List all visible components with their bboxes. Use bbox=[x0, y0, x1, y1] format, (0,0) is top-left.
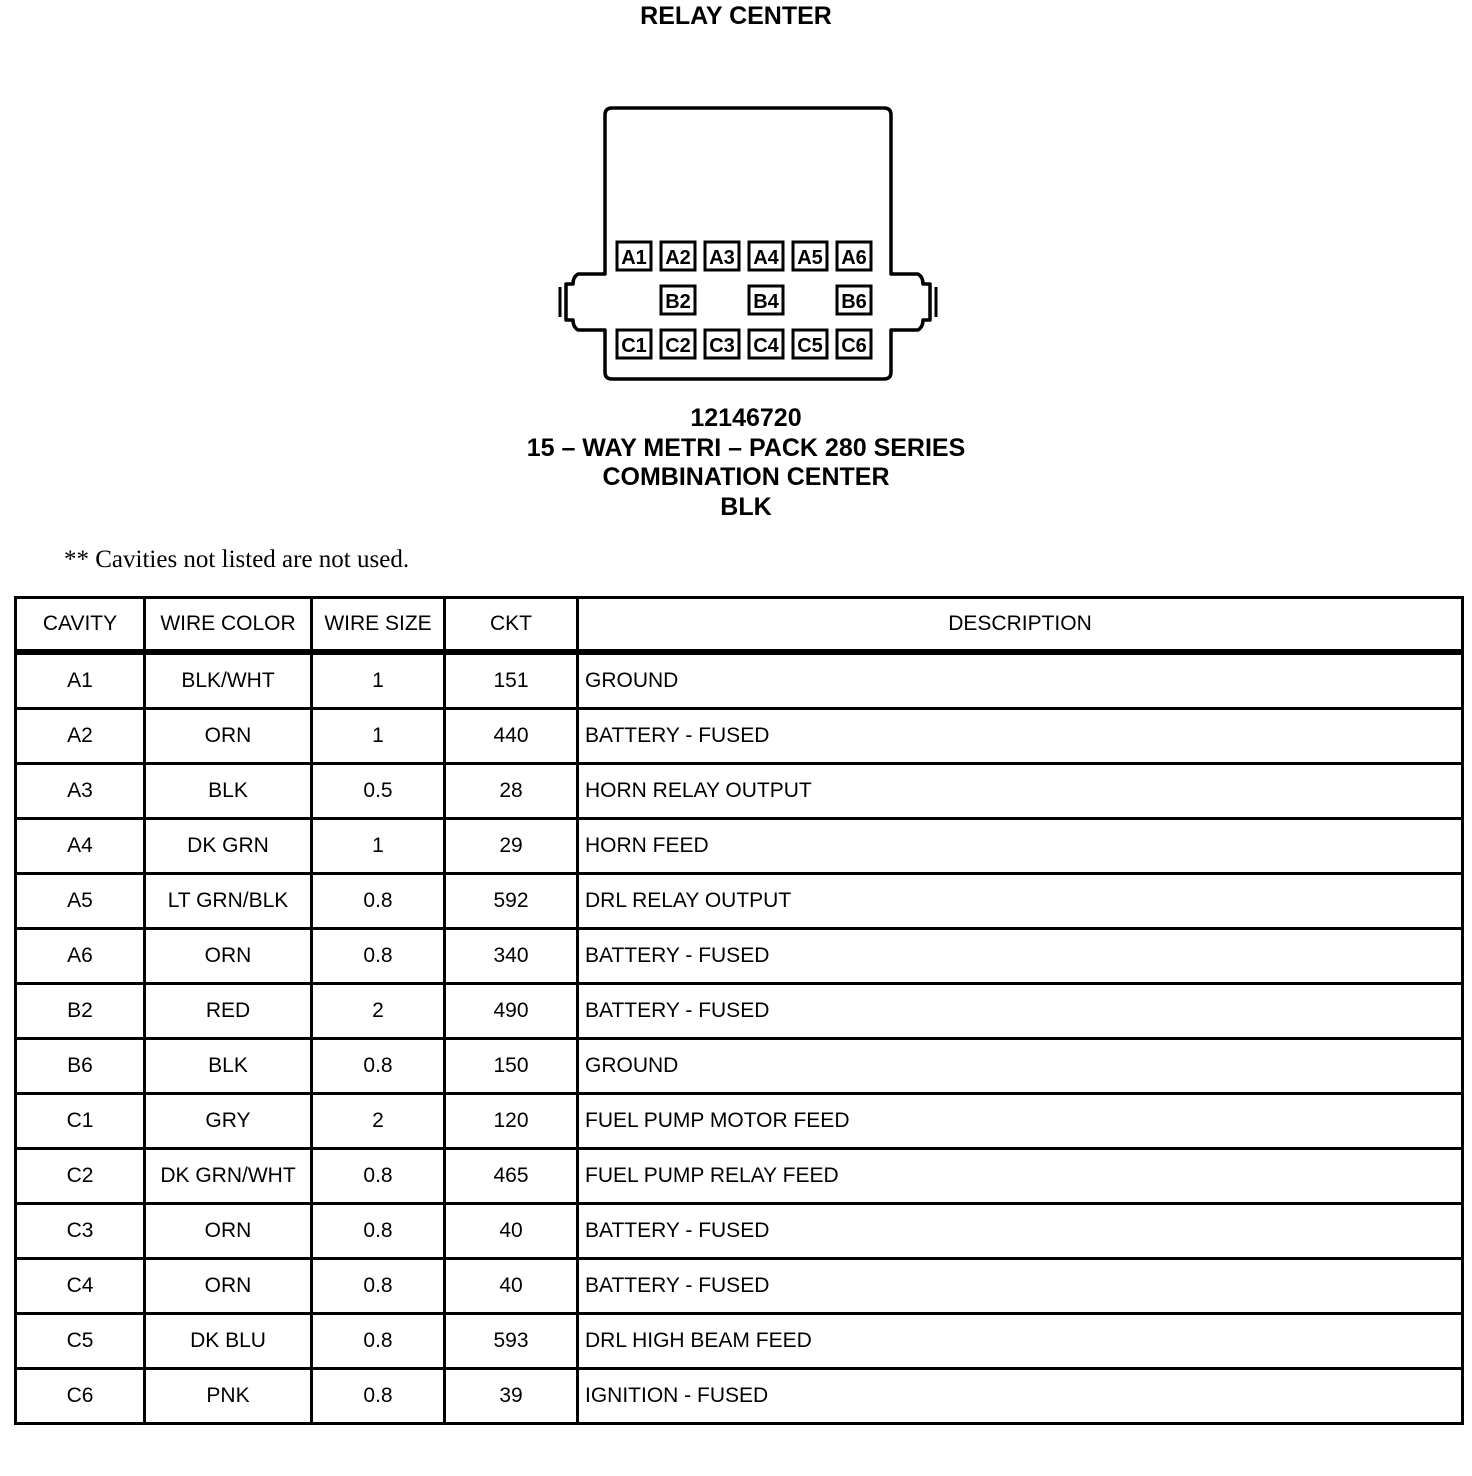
cavity-a1 bbox=[617, 242, 651, 270]
cell-wire-size: 1 bbox=[312, 652, 445, 709]
cell-cavity: B6 bbox=[16, 1039, 145, 1094]
cell-wire-color: PNK bbox=[145, 1369, 312, 1424]
table-row bbox=[16, 1259, 1463, 1314]
cell-ckt: 120 bbox=[445, 1094, 578, 1149]
cell-description: HORN RELAY OUTPUT bbox=[578, 764, 1463, 819]
cavity-label: A3 bbox=[709, 247, 735, 269]
cell-cavity: C3 bbox=[16, 1204, 145, 1259]
table-row bbox=[16, 1149, 1463, 1204]
cell-wire-color: LT GRN/BLK bbox=[145, 874, 312, 929]
cell-wire-size: 1 bbox=[312, 709, 445, 764]
table-row bbox=[16, 984, 1463, 1039]
connector-color: BLK bbox=[720, 492, 772, 521]
cavity-c2 bbox=[661, 330, 695, 358]
cell-ckt: 592 bbox=[445, 874, 578, 929]
cell-cavity: C1 bbox=[16, 1094, 145, 1149]
cell-ckt: 40 bbox=[445, 1204, 578, 1259]
cell-cavity: A1 bbox=[16, 652, 145, 709]
cell-wire-color: ORN bbox=[145, 929, 312, 984]
cavity-label: C5 bbox=[797, 335, 823, 357]
cell-ckt: 40 bbox=[445, 1259, 578, 1314]
cell-wire-color: DK GRN/WHT bbox=[145, 1149, 312, 1204]
cavity-wire-table bbox=[14, 596, 1464, 1425]
header-wire-size: WIRE SIZE bbox=[312, 598, 445, 653]
cell-wire-color: GRY bbox=[145, 1094, 312, 1149]
cavity-b2 bbox=[661, 286, 695, 314]
table-row bbox=[16, 1039, 1463, 1094]
cell-ckt: 150 bbox=[445, 1039, 578, 1094]
cell-cavity: A5 bbox=[16, 874, 145, 929]
table-row bbox=[16, 1204, 1463, 1259]
cell-cavity: C6 bbox=[16, 1369, 145, 1424]
table-row bbox=[16, 764, 1463, 819]
cavity-label: B4 bbox=[753, 291, 779, 313]
header-ckt: CKT bbox=[445, 598, 578, 653]
cavity-label: A2 bbox=[665, 247, 691, 269]
cell-wire-color: RED bbox=[145, 984, 312, 1039]
table-row bbox=[16, 652, 1463, 709]
cavity-a4 bbox=[749, 242, 783, 270]
cell-ckt: 151 bbox=[445, 652, 578, 709]
cavity-c6 bbox=[837, 330, 871, 358]
cell-ckt: 440 bbox=[445, 709, 578, 764]
cavity-label: A4 bbox=[753, 247, 779, 269]
cell-wire-size: 0.8 bbox=[312, 1314, 445, 1369]
cell-cavity: C4 bbox=[16, 1259, 145, 1314]
cell-ckt: 29 bbox=[445, 819, 578, 874]
cell-description: BATTERY - FUSED bbox=[578, 1204, 1463, 1259]
cavity-c5 bbox=[793, 330, 827, 358]
cell-description: IGNITION - FUSED bbox=[578, 1369, 1463, 1424]
cell-wire-color: BLK bbox=[145, 764, 312, 819]
table-row bbox=[16, 709, 1463, 764]
cavity-c4 bbox=[749, 330, 783, 358]
cavity-label: C3 bbox=[709, 335, 735, 357]
cavity-label: A5 bbox=[797, 247, 823, 269]
cell-ckt: 39 bbox=[445, 1369, 578, 1424]
connector-type: 15 – WAY METRI – PACK 280 SERIES bbox=[526, 433, 966, 462]
cavity-label: C4 bbox=[753, 335, 779, 357]
cavity-a3 bbox=[705, 242, 739, 270]
cell-description: BATTERY - FUSED bbox=[578, 1259, 1463, 1314]
cell-cavity: A6 bbox=[16, 929, 145, 984]
cell-wire-color: BLK bbox=[145, 1039, 312, 1094]
cell-wire-color: BLK/WHT bbox=[145, 652, 312, 709]
cell-ckt: 490 bbox=[445, 984, 578, 1039]
cell-wire-color: ORN bbox=[145, 1204, 312, 1259]
part-number: 12146720 bbox=[690, 404, 802, 432]
cavity-label: C2 bbox=[665, 335, 691, 357]
cell-wire-size: 0.8 bbox=[312, 1369, 445, 1424]
table-row bbox=[16, 1314, 1463, 1369]
cavity-label: A1 bbox=[621, 247, 647, 269]
table-row bbox=[16, 929, 1463, 984]
cavity-a6 bbox=[837, 242, 871, 270]
cavity-label: C6 bbox=[841, 335, 867, 357]
cell-wire-size: 0.5 bbox=[312, 764, 445, 819]
cell-description: BATTERY - FUSED bbox=[578, 984, 1463, 1039]
cell-cavity: B2 bbox=[16, 984, 145, 1039]
cell-ckt: 28 bbox=[445, 764, 578, 819]
cell-wire-color: ORN bbox=[145, 1259, 312, 1314]
cavity-a2 bbox=[661, 242, 695, 270]
cell-cavity: A2 bbox=[16, 709, 145, 764]
cavity-label: A6 bbox=[841, 247, 867, 269]
cell-wire-color: ORN bbox=[145, 709, 312, 764]
table-row bbox=[16, 874, 1463, 929]
cavity-c1 bbox=[617, 330, 651, 358]
cell-description: BATTERY - FUSED bbox=[578, 709, 1463, 764]
cell-ckt: 593 bbox=[445, 1314, 578, 1369]
cavity-label: C1 bbox=[621, 335, 647, 357]
table-row bbox=[16, 1369, 1463, 1424]
header-cavity: CAVITY bbox=[16, 598, 145, 653]
cell-description: DRL HIGH BEAM FEED bbox=[578, 1314, 1463, 1369]
cell-cavity: C5 bbox=[16, 1314, 145, 1369]
cavity-label: B6 bbox=[841, 291, 867, 313]
cavity-label: B2 bbox=[665, 291, 691, 313]
cell-description: DRL RELAY OUTPUT bbox=[578, 874, 1463, 929]
cell-ckt: 340 bbox=[445, 929, 578, 984]
cell-wire-size: 0.8 bbox=[312, 929, 445, 984]
cell-wire-size: 2 bbox=[312, 1094, 445, 1149]
cell-description: HORN FEED bbox=[578, 819, 1463, 874]
cell-description: FUEL PUMP RELAY FEED bbox=[578, 1149, 1463, 1204]
diagram-title: RELAY CENTER bbox=[640, 2, 832, 30]
header-wire-color: WIRE COLOR bbox=[145, 598, 312, 653]
cell-description: GROUND bbox=[578, 652, 1463, 709]
cell-description: BATTERY - FUSED bbox=[578, 929, 1463, 984]
cavity-a5 bbox=[793, 242, 827, 270]
table-row bbox=[16, 819, 1463, 874]
cell-wire-size: 2 bbox=[312, 984, 445, 1039]
cell-wire-size: 0.8 bbox=[312, 1039, 445, 1094]
cell-cavity: A3 bbox=[16, 764, 145, 819]
connector-face-diagram bbox=[0, 0, 1472, 400]
cell-wire-size: 0.8 bbox=[312, 1204, 445, 1259]
cell-wire-size: 0.8 bbox=[312, 1149, 445, 1204]
table-header-row bbox=[16, 598, 1463, 653]
cell-cavity: A4 bbox=[16, 819, 145, 874]
table-row bbox=[16, 1094, 1463, 1149]
cell-cavity: C2 bbox=[16, 1149, 145, 1204]
unused-cavities-note: ** Cavities not listed are not used. bbox=[64, 546, 410, 573]
cell-wire-size: 0.8 bbox=[312, 1259, 445, 1314]
connector-name: COMBINATION CENTER bbox=[602, 463, 890, 491]
cell-wire-size: 0.8 bbox=[312, 874, 445, 929]
cavity-b6 bbox=[837, 286, 871, 314]
cell-ckt: 465 bbox=[445, 1149, 578, 1204]
cell-wire-color: DK GRN bbox=[145, 819, 312, 874]
cavity-b4 bbox=[749, 286, 783, 314]
cell-wire-size: 1 bbox=[312, 819, 445, 874]
connector-caption bbox=[0, 404, 1472, 522]
cavity-c3 bbox=[705, 330, 739, 358]
cell-description: GROUND bbox=[578, 1039, 1463, 1094]
header-description: DESCRIPTION bbox=[578, 598, 1463, 653]
cell-wire-color: DK BLU bbox=[145, 1314, 312, 1369]
cell-description: FUEL PUMP MOTOR FEED bbox=[578, 1094, 1463, 1149]
